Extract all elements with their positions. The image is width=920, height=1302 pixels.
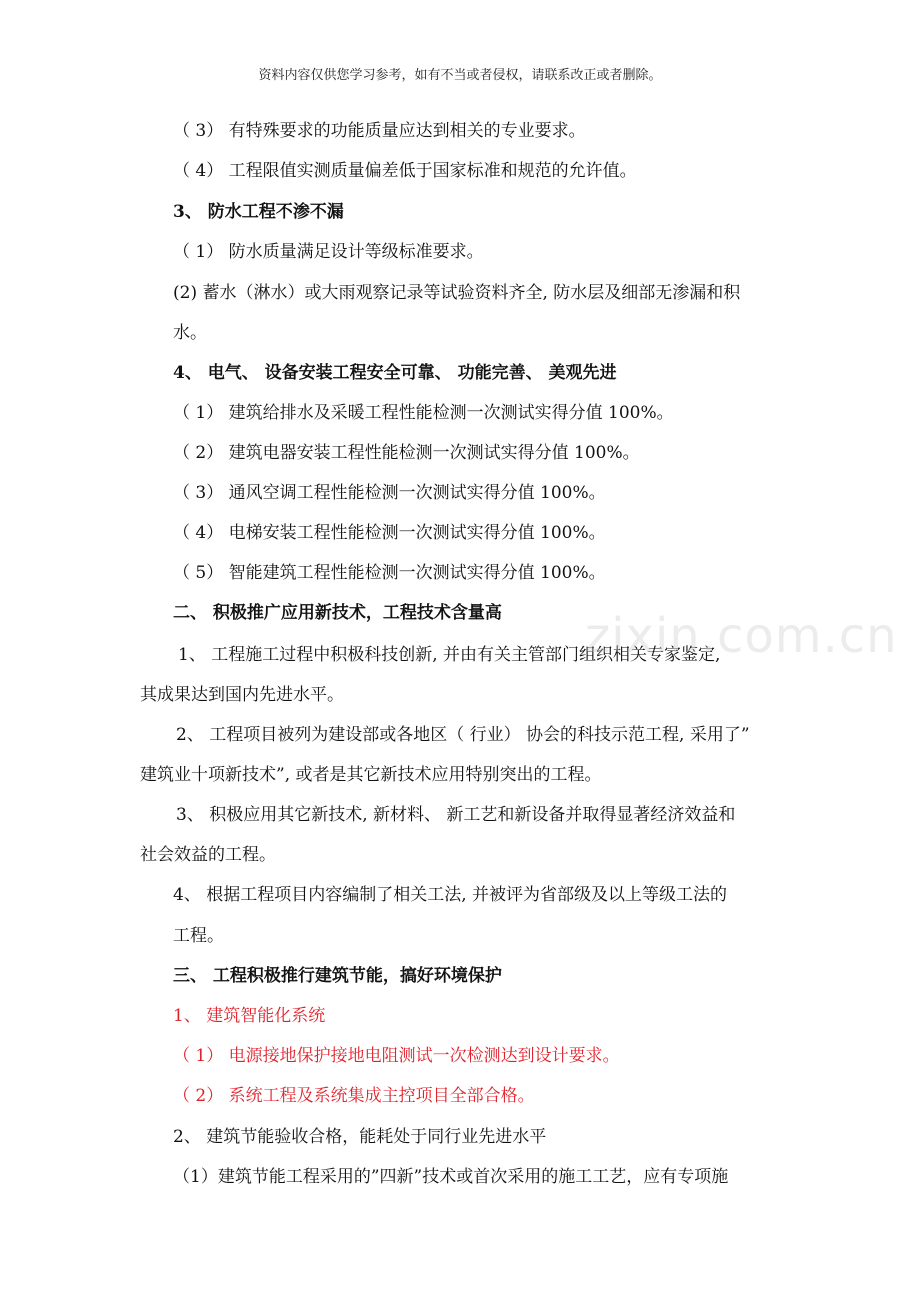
chapter-heading: 三、 工程积极推行建筑节能，搞好环境保护 [173, 966, 502, 986]
text-line: （ 1） 防水质量满足设计等级标准要求。 [173, 242, 484, 262]
text-line: 社会效益的工程。 [140, 845, 276, 865]
text-line: (2) 蓄水（淋水）或大雨观察记录等试验资料齐全, 防水层及细部无渗漏和积 [173, 283, 741, 303]
text-line: 4、 根据工程项目内容编制了相关工法, 并被评为省部级及以上等级工法的 [173, 885, 728, 905]
section-heading: 3、 防水工程不渗不漏 [173, 202, 344, 222]
text-line: 其成果达到国内先进水平。 [140, 685, 344, 705]
text-line: 工程。 [173, 926, 224, 946]
text-line: 2、 工程项目被列为建设部或各地区（ 行业） 协会的科技示范工程, 采用了” [176, 725, 750, 745]
text-line: （ 5） 智能建筑工程性能检测一次测试实得分值 100%。 [173, 563, 606, 583]
text-line: （ 3） 有特殊要求的功能质量应达到相关的专业要求。 [173, 121, 586, 141]
chapter-heading: 二、 积极推广应用新技术，工程技术含量高 [173, 603, 502, 623]
watermark: zixin.com.cn [585, 608, 898, 664]
text-line: （ 4） 工程限值实测质量偏差低于国家标准和规范的允许值。 [173, 161, 637, 181]
text-line: （ 2） 建筑电器安装工程性能检测一次测试实得分值 100%。 [173, 443, 640, 463]
section-heading: 4、 电气、 设备安装工程安全可靠、 功能完善、 美观先进 [173, 363, 617, 383]
highlighted-line: （ 2） 系统工程及系统集成主控项目全部合格。 [173, 1086, 535, 1106]
text-line: 水。 [173, 323, 207, 343]
highlighted-line: 1、 建筑智能化系统 [173, 1006, 326, 1026]
text-line: （1）建筑节能工程采用的”四新”技术或首次采用的施工工艺，应有专项施 [173, 1167, 729, 1187]
text-line: 建筑业十项新技术”, 或者是其它新技术应用特别突出的工程。 [140, 765, 602, 785]
highlighted-line: （ 1） 电源接地保护接地电阻测试一次检测达到设计要求。 [173, 1046, 620, 1066]
text-line: （ 3） 通风空调工程性能检测一次测试实得分值 100%。 [173, 483, 606, 503]
disclaimer-header: 资料内容仅供您学习参考，如有不当或者侵权，请联系改正或者删除。 [258, 68, 662, 83]
text-line: 1、 工程施工过程中积极科技创新, 并由有关主管部门组织相关专家鉴定, [178, 645, 721, 665]
text-line: 2、 建筑节能验收合格，能耗处于同行业先进水平 [173, 1127, 547, 1147]
text-line: 3、 积极应用其它新技术, 新材料、 新工艺和新设备并取得显著经济效益和 [176, 805, 736, 825]
text-line: （ 1） 建筑给排水及采暖工程性能检测一次测试实得分值 100%。 [173, 403, 674, 423]
text-line: （ 4） 电梯安装工程性能检测一次测试实得分值 100%。 [173, 523, 606, 543]
